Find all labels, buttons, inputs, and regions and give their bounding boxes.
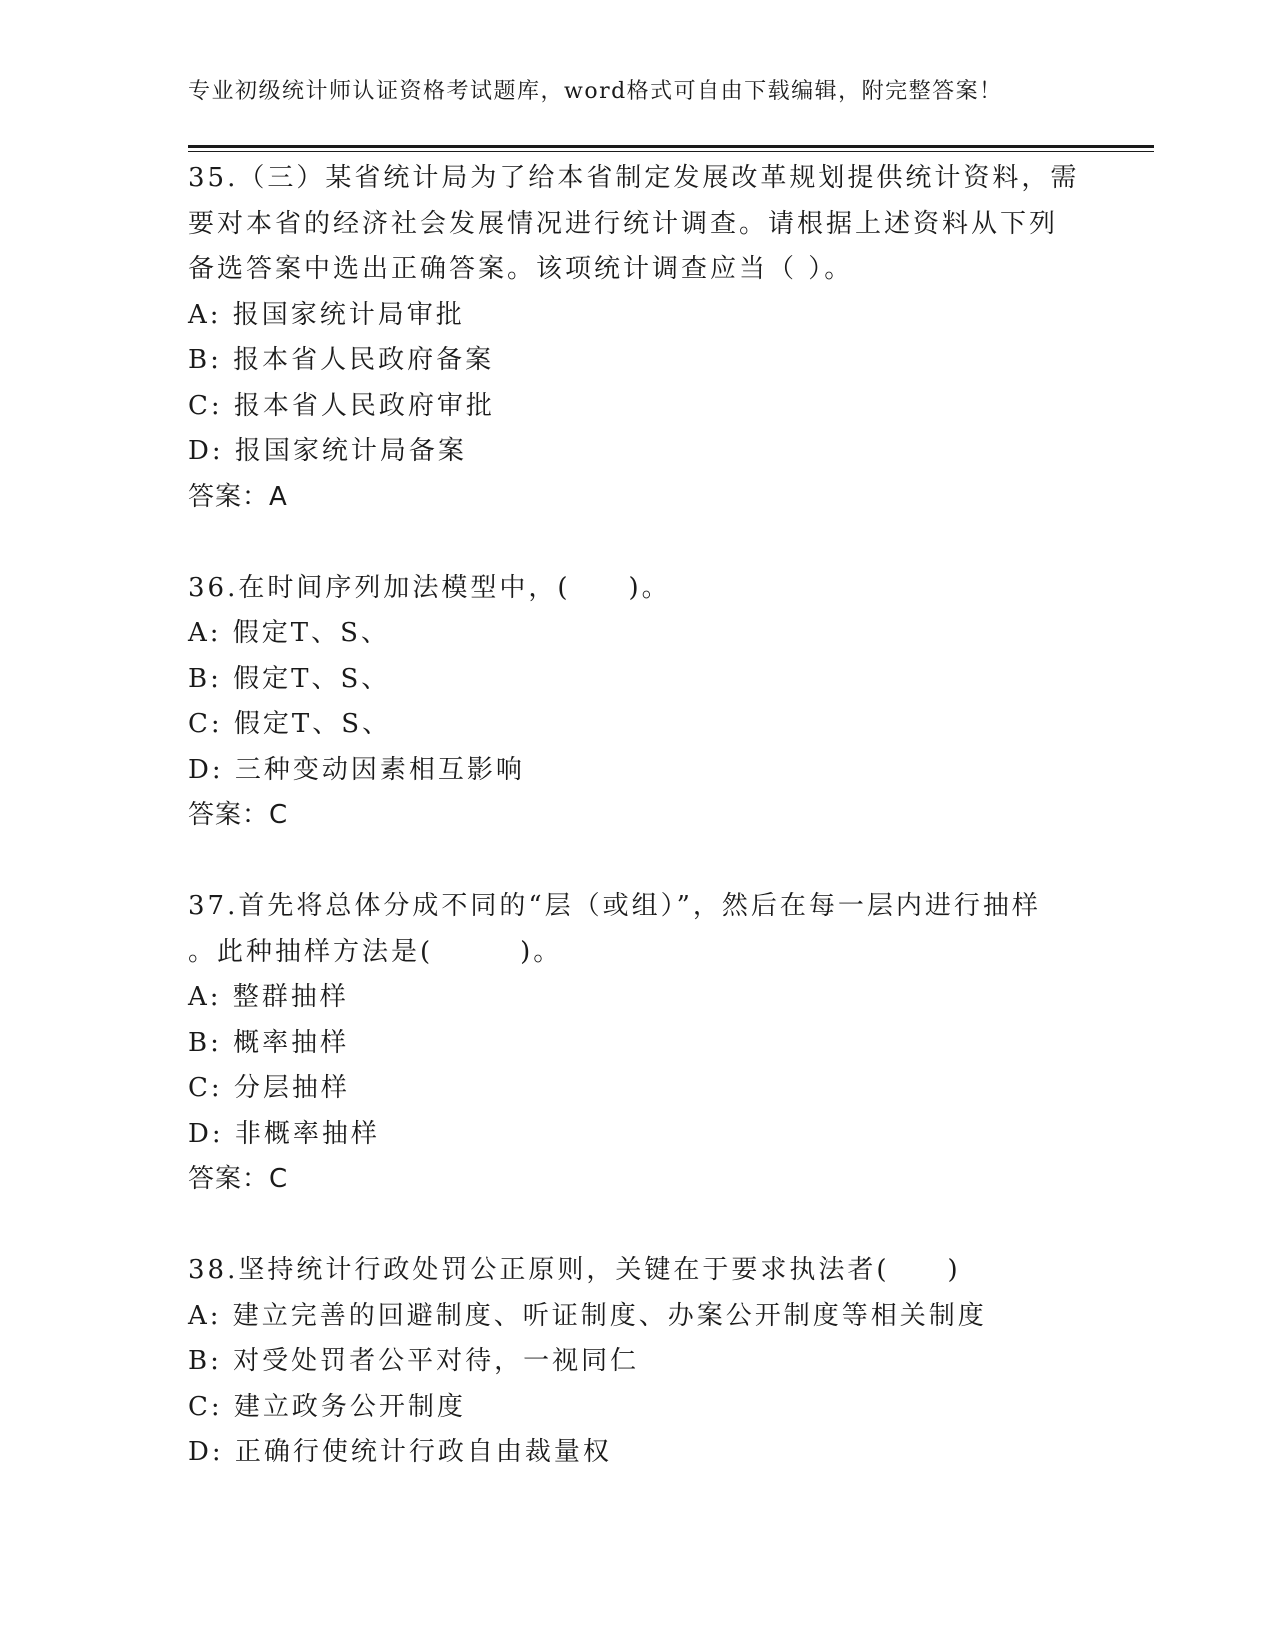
answer: 答案：C — [188, 1164, 289, 1194]
option-d: D: 正确行使统计行政自由裁量权 — [188, 1437, 612, 1467]
option-b: B: 概率抽样 — [188, 1027, 350, 1058]
question-stem-line: 要对本省的经济社会发展情况进行统计调查。请根据上述资料从下列 — [188, 208, 1059, 239]
option-d: D: 非概率抽样 — [188, 1118, 380, 1149]
question-stem-line: 37.首先将总体分成不同的“层（或组）”，然后在每一层内进行抽样 — [188, 891, 1041, 921]
option-c: C: 建立政务公开制度 — [188, 1391, 466, 1422]
page-header: 专业初级统计师认证资格考试题库，word格式可自由下载编辑，附完整答案！ — [188, 79, 1003, 104]
question-stem-line: 。此种抽样方法是( )。 — [188, 936, 563, 967]
question-stem-line: 36.在时间序列加法模型中，( )。 — [188, 572, 671, 603]
option-a: A: 报国家统计局审批 — [188, 299, 465, 330]
option-b: B: 报本省人民政府备案 — [188, 345, 495, 375]
header-rule-thin — [188, 151, 1154, 152]
spacer — [188, 839, 1088, 885]
option-c: C: 假定T、S、 — [188, 709, 392, 739]
spacer — [188, 520, 1088, 566]
answer: 答案：C — [188, 800, 289, 830]
question-35 — [188, 156, 1088, 520]
question-stem-line: 备选答案中选出正确答案。该项统计调查应当（ ）。 — [188, 254, 854, 284]
question-37 — [188, 884, 1088, 1203]
header-rule — [188, 145, 1154, 148]
option-d: D: 报国家统计局备案 — [188, 436, 467, 466]
question-list — [188, 156, 1088, 1476]
question-stem-line: 35.（三）某省统计局为了给本省制定发展改革规划提供统计资料，需 — [188, 163, 1080, 193]
answer: 答案：A — [188, 481, 288, 512]
question-38 — [188, 1248, 1088, 1476]
option-b: B: 对受处罚者公平对待，一视同仁 — [188, 1346, 640, 1376]
question-stem-line: 38.坚持统计行政处罚公正原则，关键在于要求执法者( ) — [188, 1255, 961, 1285]
option-c: C: 分层抽样 — [188, 1073, 350, 1103]
question-36 — [188, 566, 1088, 839]
option-b: B: 假定T、S、 — [188, 663, 391, 694]
option-a: A: 建立完善的回避制度、听证制度、办案公开制度等相关制度 — [188, 1300, 987, 1331]
spacer — [188, 1203, 1088, 1249]
option-c: C: 报本省人民政府审批 — [188, 390, 495, 421]
option-a: A: 假定T、S、 — [188, 618, 390, 648]
option-d: D: 三种变动因素相互影响 — [188, 754, 525, 785]
option-a: A: 整群抽样 — [188, 982, 349, 1012]
